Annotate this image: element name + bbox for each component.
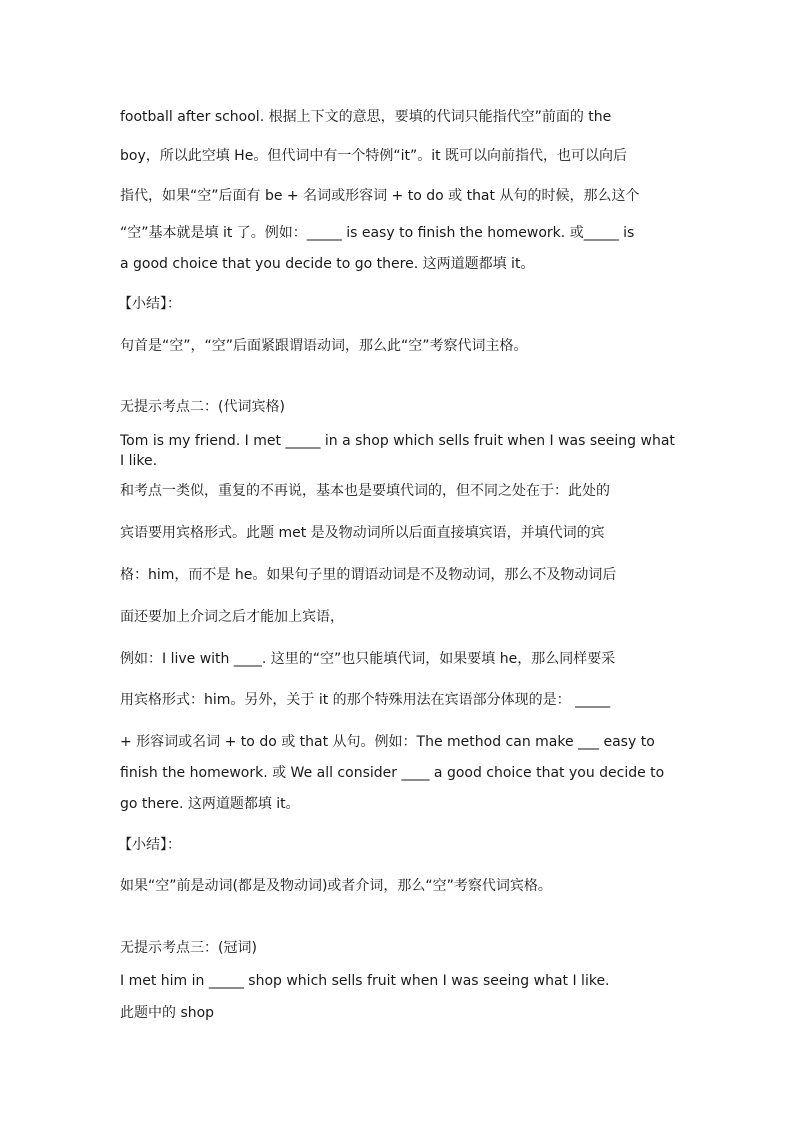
section-heading: 无提示考点三：(冠词)	[120, 940, 257, 956]
paragraph-line: 指代，如果“空”后面有 be + 名词或形容词 + to do 或 that 从句的时候，那么这个	[120, 188, 640, 204]
summary-text: 如果“空”前是动词(都是及物动词)或者介词，那么“空”考察代词宾格。	[120, 878, 552, 894]
paragraph-line: go there. 这两道题都填 it。	[120, 796, 300, 812]
paragraph-line: 和考点一类似，重复的不再说，基本也是要填代词的，但不同之处在于：此处的	[120, 483, 610, 499]
paragraph-line: 此题中的 shop	[120, 1005, 215, 1021]
paragraph-line: + 形容词或名词 + to do 或 that 从句。例如：The method can make ___ easy to	[120, 734, 655, 750]
summary-text: 句首是“空”，“空”后面紧跟谓语动词，那么此“空”考察代词主格。	[120, 338, 528, 354]
example-sentence: I met him in _____ shop which sells fruit when I was seeing what I like.	[120, 973, 610, 989]
paragraph-line: 宾语要用宾格形式。此题 met 是及物动词所以后面直接填宾语，并填代词的宾	[120, 525, 605, 541]
summary-heading: 【小结】：	[118, 296, 181, 312]
summary-heading: 【小结】：	[118, 837, 181, 853]
paragraph-line: a good choice that you decide to go there. 这两道题都填 it。	[120, 256, 535, 272]
paragraph-line: “空”基本就是填 it 了。例如：_____ is easy to finish the homework. 或_____ is	[120, 225, 635, 241]
paragraph-line: football after school. 根据上下文的意思，要填的代词只能指代空”前面的 the	[120, 109, 612, 125]
paragraph-line: finish the homework. 或 We all consider ____ a good choice that you decide to	[120, 765, 665, 781]
paragraph-line: 用宾格形式：him。另外，关于 it 的那个特殊用法在宾语部分体现的是： _____	[120, 692, 611, 708]
paragraph-line: 格：him，而不是 he。如果句子里的谓语动词是不及物动词，那么不及物动词后	[120, 567, 617, 583]
paragraph-line: 例如：I live with ____. 这里的“空”也只能填代词，如果要填 he，那么同样要采	[120, 651, 616, 667]
paragraph-line: boy，所以此空填 He。但代词中有一个特例“it”。it 既可以向前指代，也可以向后	[120, 148, 628, 164]
section-heading: 无提示考点二：(代词宾格)	[120, 399, 285, 415]
paragraph-line: 面还要加上介词之后才能加上宾语，	[120, 609, 344, 625]
example-sentence: Tom is my friend. I met _____ in a shop which sells fruit when I was seeing what I like.	[120, 433, 675, 469]
